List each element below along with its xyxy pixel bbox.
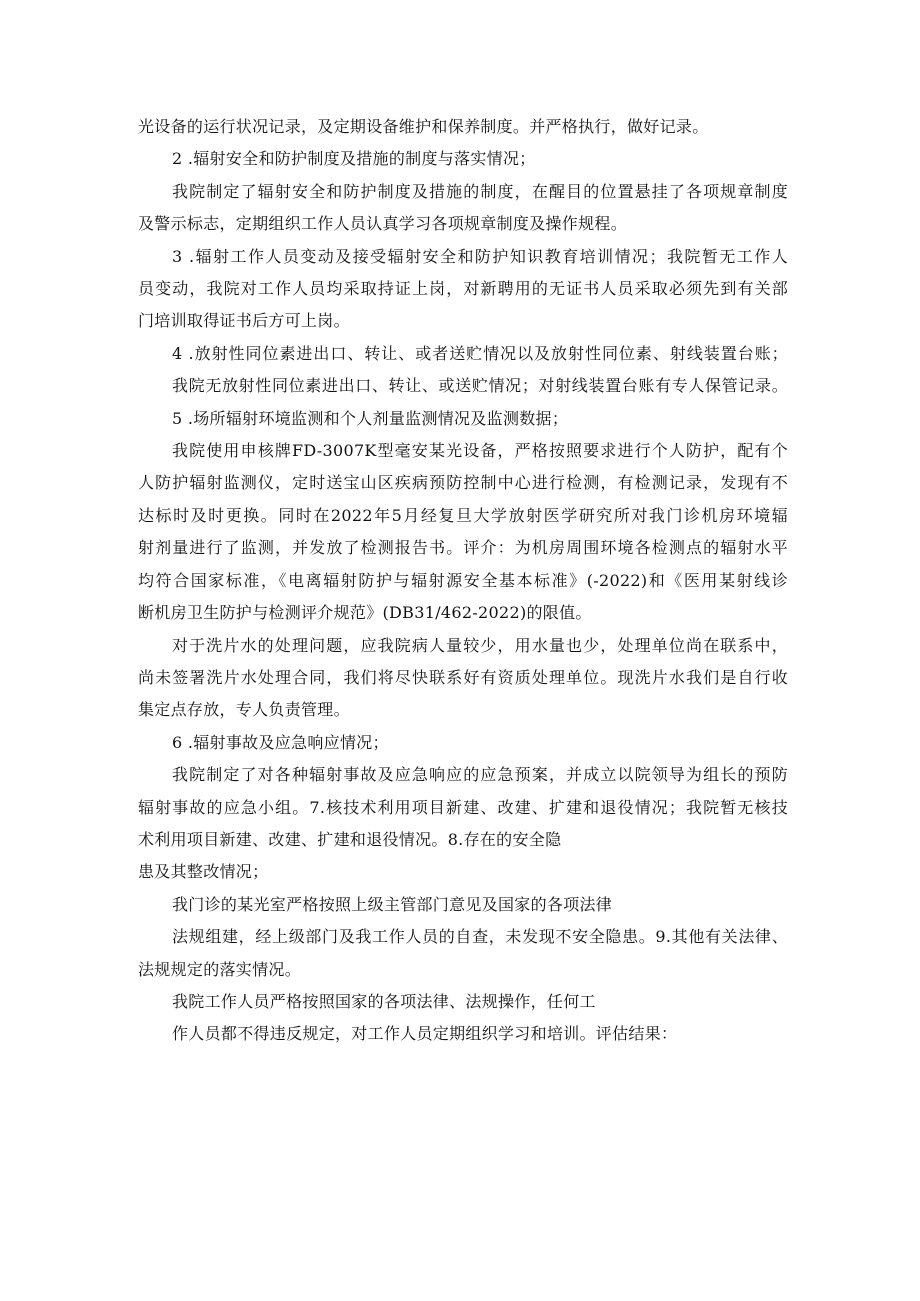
text-line: 员变动，我院对工作人员均采取持证上岗，对新聘用的无证书人员采取必须先到有关部	[138, 279, 788, 299]
text-line: 法规规定的落实情况。	[138, 959, 302, 979]
text-line: 均符合国家标准，《电离辐射防护与辐射源安全基本标准》(-2022)和《医用某射线诊	[138, 570, 788, 590]
text-line: 我院工作人员严格按照国家的各项法律、法规操作，任何工	[172, 991, 596, 1011]
text-line: 尚未签署洗片水处理合同，我们将尽快联系好有资质处理单位。现洗片水我们是自行收	[138, 667, 788, 687]
text-line: 2 .辐射安全和防护制度及措施的制度与落实情况；	[172, 149, 536, 169]
text-line: 我院无放射性同位素进出口、转让、或送贮情况；对射线装置台账有专人保管记录。	[172, 376, 788, 396]
text-line: 术利用项目新建、改建、扩建和退役情况。8.存在的安全隐	[138, 829, 562, 849]
text-line: 法规组建，经上级部门及我工作人员的自查，未发现不安全隐患。9.其他有关法律、	[172, 927, 788, 947]
text-line: 3 .辐射工作人员变动及接受辐射安全和防护知识教育培训情况；我院暂无工作人	[172, 246, 788, 266]
text-line: 作人员都不得违反规定，对工作人员定期组织学习和培训。评估结果：	[172, 1024, 678, 1044]
text-line: 达标时及时更换。同时在2022年5月经复旦大学放射医学研究所对我门诊机房环境辐	[138, 505, 788, 525]
text-line: 我院使用申核牌FD-3007K型毫安某光设备，严格按照要求进行个人防护，配有个	[172, 441, 788, 461]
text-line: 5 .场所辐射环境监测和个人剂量监测情况及监测数据；	[172, 408, 569, 428]
document-body	[138, 111, 788, 1051]
text-line: 人防护辐射监测仪，定时送宝山区疾病预防控制中心进行检测，有检测记录，发现有不	[138, 473, 788, 493]
text-line: 及警示标志，定期组织工作人员认真学习各项规章制度及操作规程。	[138, 214, 628, 234]
text-line: 辐射事故的应急小组。7.核技术利用项目新建、改建、扩建和退役情况；我院暂无核技	[138, 797, 788, 817]
text-line: 患及其整改情况；	[138, 862, 269, 882]
text-line: 断机房卫生防护与检测评介规范》(DB31/462-2022)的限值。	[138, 603, 592, 623]
text-line: 我门诊的某光室严格按照上级主管部门意见及国家的各项法律	[172, 894, 613, 914]
text-line: 6 .辐射事故及应急响应情况；	[172, 732, 389, 752]
text-line: 我院制定了对各种辐射事故及应急响应的应急预案，并成立以院领导为组长的预防	[172, 765, 788, 785]
text-line: 4 .放射性同位素进出口、转让、或者送贮情况以及放射性同位素、射线装置台账；	[172, 343, 788, 363]
text-line: 集定点存放，专人负责管理。	[138, 700, 350, 720]
text-line: 门培训取得证书后方可上岗。	[138, 311, 350, 331]
text-line: 光设备的运行状况记录，及定期设备维护和保养制度。并严格执行，做好记录。	[138, 117, 709, 136]
text-line: 我院制定了辐射安全和防护制度及措施的制度，在醒目的位置悬挂了各项规章制度	[172, 181, 788, 201]
text-line: 射剂量进行了监测，并发放了检测报告书。评介：为机房周围环境各检测点的辐射水平	[138, 538, 788, 558]
text-line: 对于洗片水的处理问题，应我院病人量较少，用水量也少，处理单位尚在联系中，	[172, 635, 788, 655]
